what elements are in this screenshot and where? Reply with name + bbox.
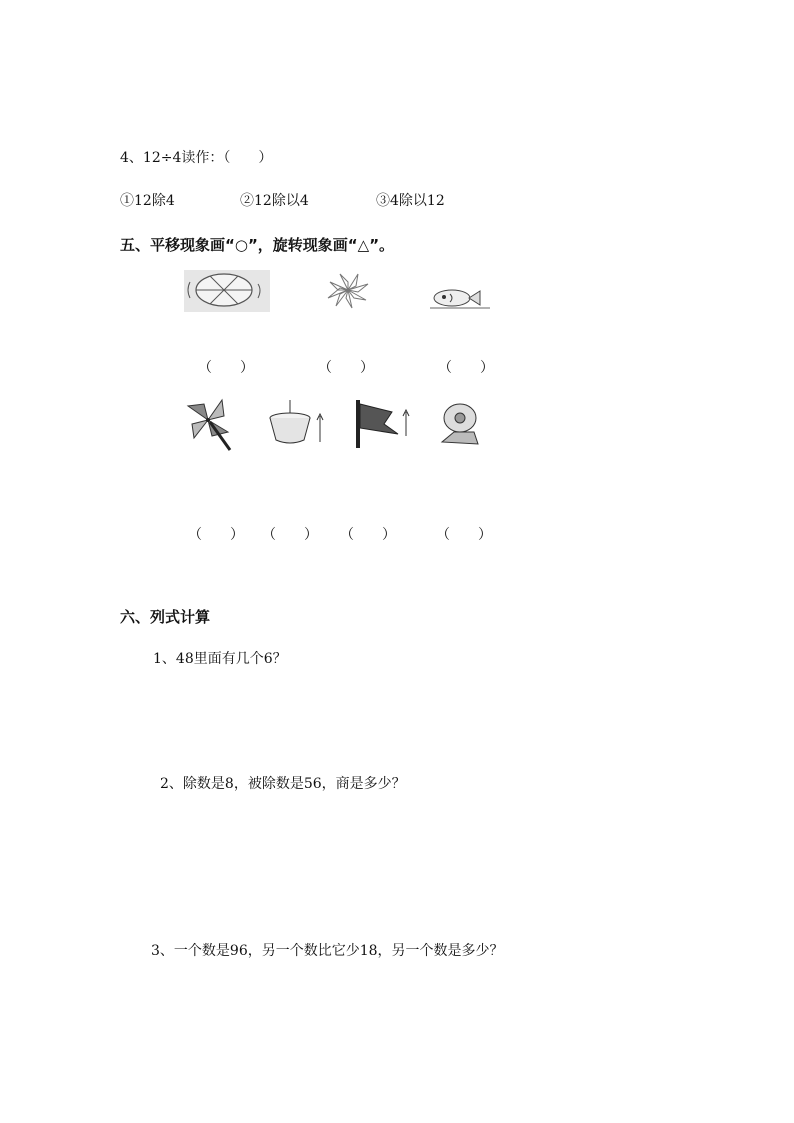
row1-pictures xyxy=(184,268,494,314)
problem-1: 1、48里面有几个6？ xyxy=(153,651,287,667)
blank-r1-1[interactable]: （ ） xyxy=(198,360,254,376)
flag-icon xyxy=(356,400,409,448)
option-3: ③4除以12 xyxy=(376,193,445,209)
option-2: ②12除以4 xyxy=(240,193,309,209)
blank-r1-2[interactable]: （ ） xyxy=(318,360,374,376)
problem-3: 3、一个数是96，另一个数比它少18，另一个数是多少？ xyxy=(151,943,504,959)
fish-icon xyxy=(430,290,490,308)
windmill-icon xyxy=(188,400,230,450)
pinwheel-icon xyxy=(328,274,368,308)
blank-r2-2[interactable]: （ ） xyxy=(262,527,318,543)
blank-r2-4[interactable]: （ ） xyxy=(436,527,492,543)
row2-pictures xyxy=(184,392,494,456)
question-4: 4、12÷4读作：（ ） xyxy=(120,150,273,166)
section-6-title: 六、列式计算 xyxy=(120,608,211,626)
blank-r2-3[interactable]: （ ） xyxy=(340,527,396,543)
fan-icon xyxy=(442,404,478,444)
blank-r2-1[interactable]: （ ） xyxy=(188,527,244,543)
bucket-icon xyxy=(270,400,323,443)
section-5-title: 五、平移现象画“○”，旋转现象画“△”。 xyxy=(120,236,395,254)
problem-2: 2、除数是8，被除数是56，商是多少？ xyxy=(160,776,406,792)
option-1: ①12除4 xyxy=(120,193,175,209)
blank-r1-3[interactable]: （ ） xyxy=(438,360,494,376)
